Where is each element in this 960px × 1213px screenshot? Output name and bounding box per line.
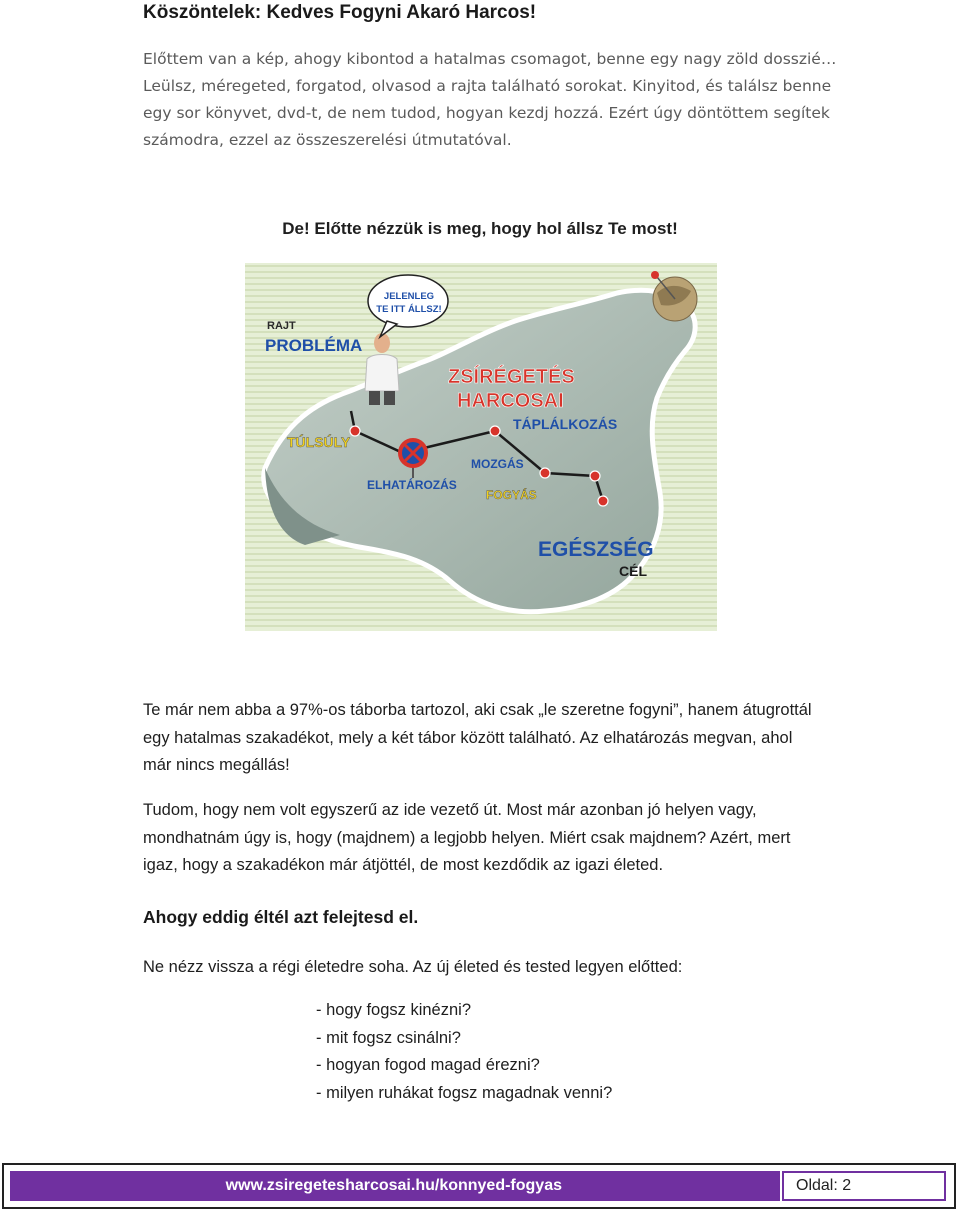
map-brand-line1: ZSÍRÉGETÉS [448, 366, 575, 388]
map-label-cel: CÉL [619, 563, 647, 579]
list-item: - hogyan fogod magad érezni? [316, 1056, 540, 1074]
map-label-mozgas: MOZGÁS [471, 457, 524, 471]
paragraph-path: Tudom, hogy nem volt egyszerű az ide vezető út. Most már azonban jó helyen vagy, mondhatnám úgy is, hogy (majdnem) a legjobb helyen. Miért csak majdnem? Azért, mert igaz, hogy a szakadékon már átjöttél, de most kezdődik az igazi életed. [143, 801, 791, 874]
questions-list [316, 997, 612, 1107]
section-heading-forget: Ahogy eddig éltél azt felejtesd el. [143, 907, 419, 927]
map-label-problema: PROBLÉMA [265, 336, 363, 355]
page-footer [2, 1163, 956, 1209]
map-brand-line2: HARCOSAI [457, 390, 564, 412]
journey-map-figure [245, 263, 717, 631]
map-label-taplalkozas: TÁPLÁLKOZÁS [513, 416, 618, 432]
paragraph-new-life: Ne nézz vissza a régi életedre soha. Az új életed és tested legyen előtted: [143, 958, 683, 976]
list-item: - mit fogsz csinálni? [316, 1028, 461, 1047]
list-item: - milyen ruhákat fogsz magadnak venni? [316, 1083, 613, 1102]
map-subheading: De! Előtte nézzük is meg, hogy hol állsz Te most! [282, 219, 678, 238]
paragraph-camp: Te már nem abba a 97%-os táborba tartozol, aki csak „le szeretne fogyni”, hanem átugrottál egy hatalmas szakadékot, mely a két tábor között található. Az elhatározás megvan, ahol már nincs megállás! [143, 701, 812, 774]
map-label-rajt: RAJT [267, 320, 296, 332]
footer-page-number: Oldal: 2 [782, 1171, 946, 1201]
list-item: - hogy fogsz kinézni? [316, 1001, 472, 1019]
greeting-heading: Köszöntelek: Kedves Fogyni Akaró Harcos! [143, 2, 537, 23]
bubble-text-line1: JELENLEG [383, 291, 435, 302]
map-label-tulsuly: TÚLSÚLY [287, 434, 351, 450]
map-label-egeszseg: EGÉSZSÉG [538, 538, 654, 561]
map-label-fogyas: FOGYÁS [486, 488, 537, 502]
map-label-elhatarozas: ELHATÁROZÁS [367, 478, 457, 492]
bubble-text-line2: TE ITT ÁLLSZ! [376, 304, 442, 315]
intro-paragraph: Előttem van a kép, ahogy kibontod a hatalmas csomagot, benne egy nagy zöld dosszié… Leülsz, méregeted, forgatod, olvasod a rajta található sorokat. Kinyitod, és találsz benne egy sor könyvet, dvd-t, de nem tudod, hogyan kezdj hozzá. Ezért úgy döntöttem segítek számodra, ezzel az összeszerelési útmutatóval. [143, 50, 837, 149]
footer-url[interactable]: www.zsiregetesharcosai.hu/konnyed-fogyas [10, 1171, 780, 1201]
